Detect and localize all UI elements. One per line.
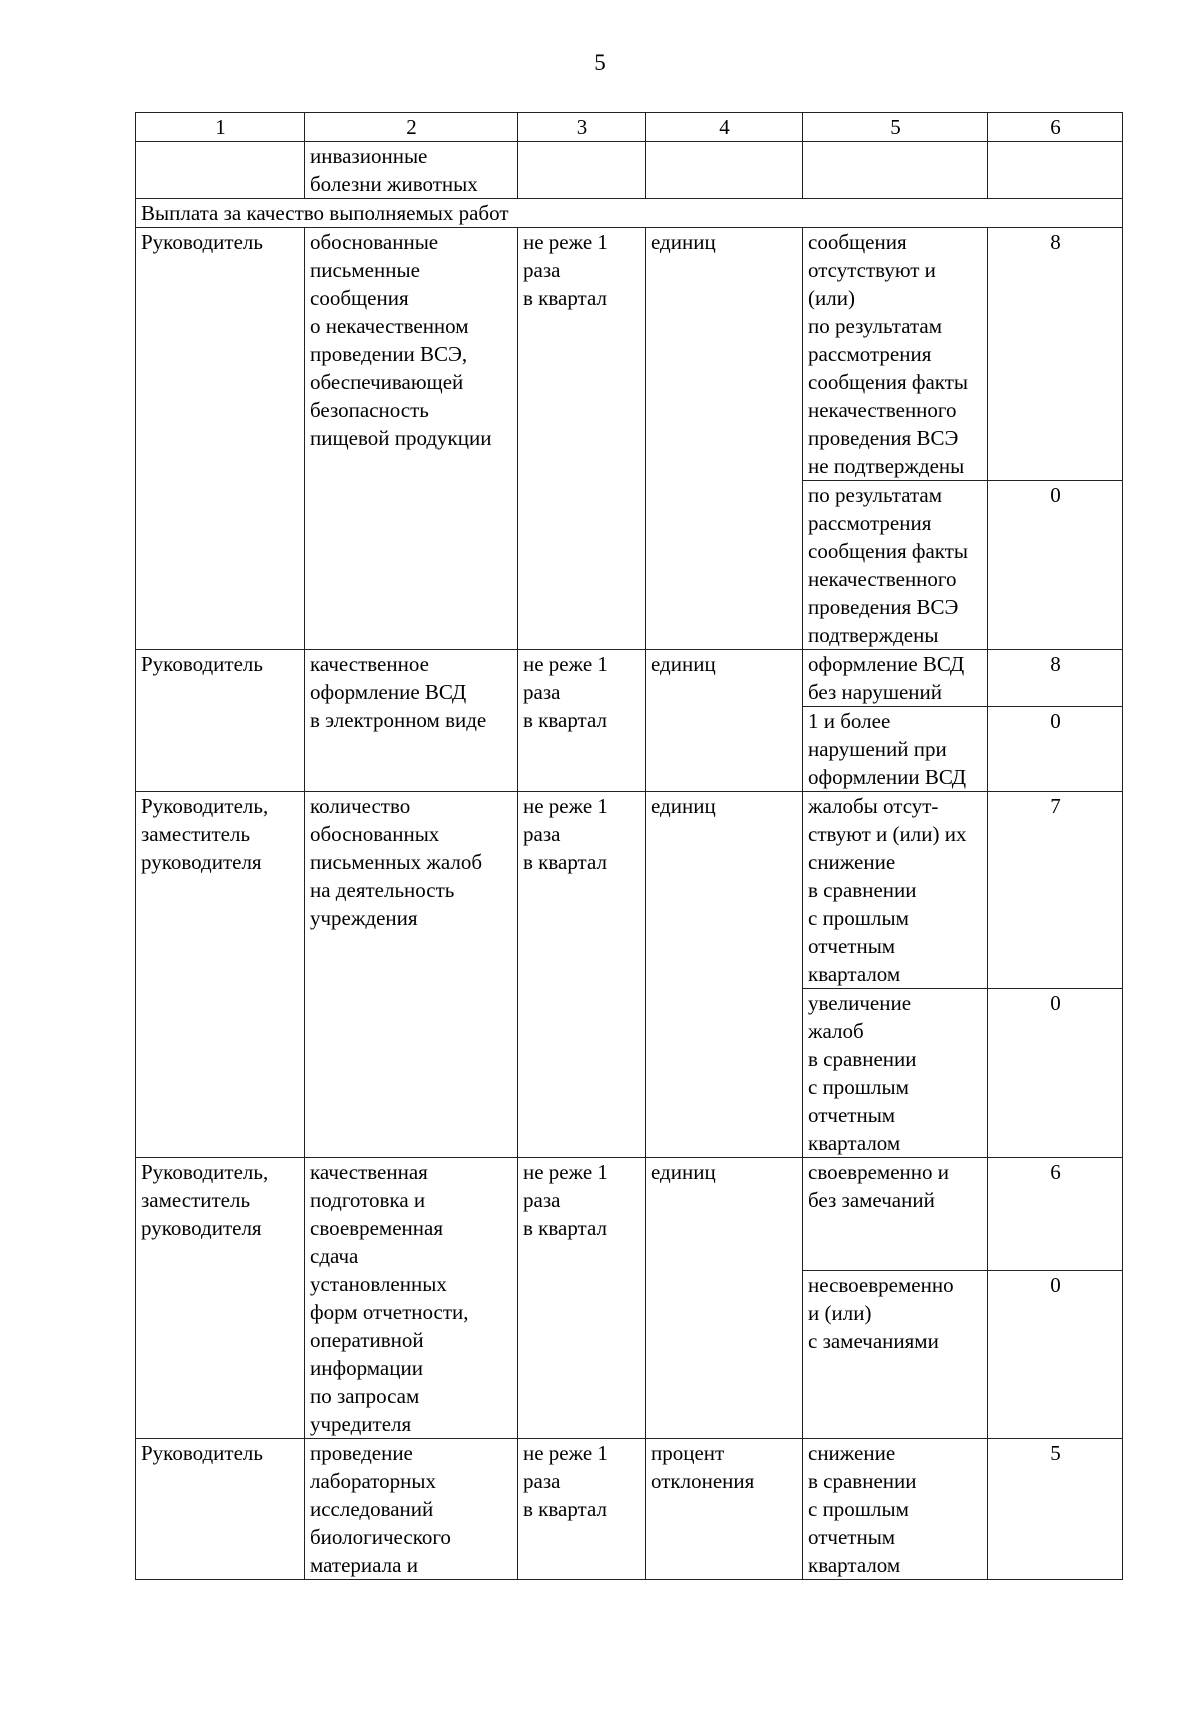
frequency-cell: не реже 1 раза в квартал [518,792,646,1158]
section-row [136,199,1123,228]
header-cell: 3 [518,113,646,142]
indicator-cell: качественное оформление ВСД в электронном виде [305,650,518,792]
indicator-cell: проведение лабораторных исследований биологического материала и [305,1439,518,1580]
position-cell: Руководитель [136,1439,305,1580]
table-row [136,650,1123,707]
points-cell: 0 [988,481,1123,650]
table-row [136,1439,1123,1580]
table-row [136,228,1123,481]
table-row [136,1158,1123,1271]
header-cell: 4 [646,113,803,142]
table-row [136,792,1123,989]
header-cell: 5 [803,113,988,142]
carry-over-cell [803,142,988,199]
unit-cell: единиц [646,228,803,650]
header-row [136,113,1123,142]
criterion-cell: снижение в сравнении с прошлым отчетным кварталом [803,1439,988,1580]
frequency-cell: не реже 1 раза в квартал [518,228,646,650]
unit-cell: единиц [646,792,803,1158]
criterion-cell: несвоевременно и (или) с замечаниями [803,1270,988,1438]
carry-over-cell [988,142,1123,199]
carry-over-row [136,142,1123,199]
criterion-cell: оформление ВСД без нарушений [803,650,988,707]
frequency-cell: не реже 1 раза в квартал [518,1158,646,1439]
header-cell: 1 [136,113,305,142]
position-cell: Руководитель [136,228,305,650]
position-cell: Руководитель [136,650,305,792]
position-cell: Руководитель, заместитель руководителя [136,792,305,1158]
points-cell: 0 [988,1270,1123,1438]
criteria-table [135,112,1123,1580]
points-cell: 5 [988,1439,1123,1580]
header-cell: 6 [988,113,1123,142]
frequency-cell: не реже 1 раза в квартал [518,1439,646,1580]
position-cell: Руководитель, заместитель руководителя [136,1158,305,1439]
header-cell: 2 [305,113,518,142]
unit-cell: единиц [646,650,803,792]
points-cell: 8 [988,228,1123,481]
points-cell: 8 [988,650,1123,707]
points-cell: 0 [988,707,1123,792]
points-cell: 7 [988,792,1123,989]
criterion-cell: своевременно и без замечаний [803,1158,988,1271]
criterion-cell: жалобы отсут- ствуют и (или) их снижение в сравнении с прошлым отчетным кварталом [803,792,988,989]
unit-cell: процент отклонения [646,1439,803,1580]
indicator-cell: обоснованные письменные сообщения о некачественном проведении ВСЭ, обеспечивающей безопасность пищевой продукции [305,228,518,650]
carry-over-cell [646,142,803,199]
indicator-cell: качественная подготовка и своевременная сдача установленных форм отчетности, оперативной информации по запросам учредителя [305,1158,518,1439]
points-cell: 0 [988,989,1123,1158]
frequency-cell: не реже 1 раза в квартал [518,650,646,792]
criterion-cell: сообщения отсутствуют и (или) по результатам рассмотрения сообщения факты некачественного проведения ВСЭ не подтверждены [803,228,988,481]
carry-over-cell [518,142,646,199]
points-cell: 6 [988,1158,1123,1271]
page-number: 5 [594,50,606,75]
carry-over-indicator: инвазионные болезни животных [305,142,518,199]
indicator-cell: количество обоснованных письменных жалоб на деятельность учреждения [305,792,518,1158]
carry-over-cell [136,142,305,199]
criterion-cell: увеличение жалоб в сравнении с прошлым отчетным кварталом [803,989,988,1158]
criterion-cell: 1 и более нарушений при оформлении ВСД [803,707,988,792]
unit-cell: единиц [646,1158,803,1439]
section-title: Выплата за качество выполняемых работ [136,199,1123,228]
criterion-cell: по результатам рассмотрения сообщения факты некачественного проведения ВСЭ подтверждены [803,481,988,650]
